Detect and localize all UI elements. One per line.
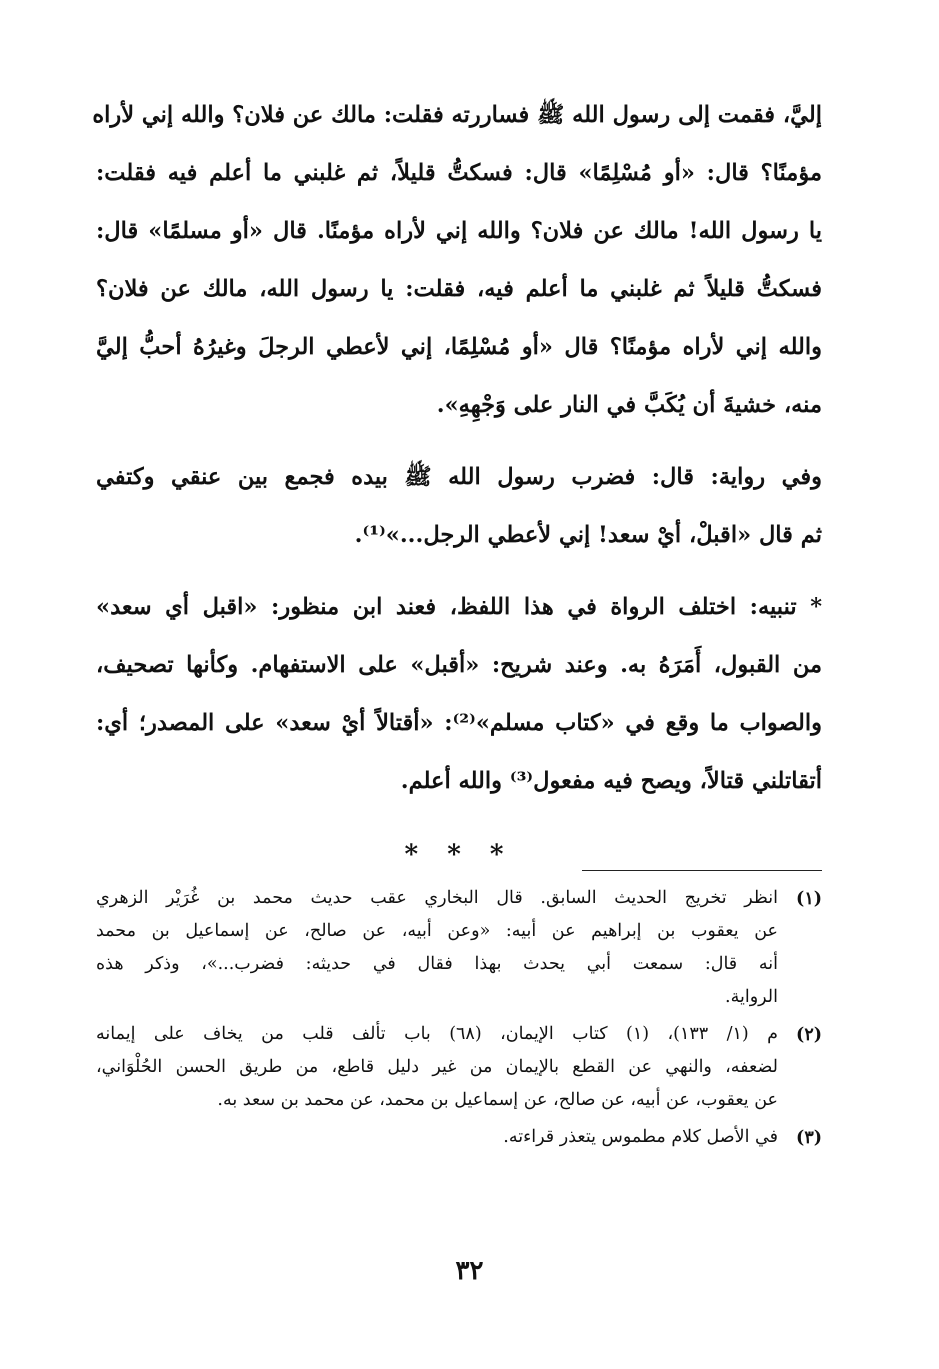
footnotes (96, 882, 822, 1159)
footnote-line: في الأصل كلام مطموس يتعذر قراءته. (503, 1127, 778, 1147)
text-line: من القبول، أَمَرَهُ به. وعند شريح: «أقبل» على الاستفهام. وكأنها تصحيف، (96, 652, 822, 678)
text-line: إليَّ، فقمت إلى رسول الله ﷺ فساررته فقلت: مالك عن فلان؟ والله إني لأراه (92, 102, 822, 128)
footnote-2 (96, 1018, 822, 1117)
main-text (92, 86, 822, 880)
note-paragraph (96, 578, 822, 810)
footnote-number: (٢) (796, 1025, 822, 1045)
footnote-number: (٣) (796, 1128, 822, 1148)
paragraph-1 (92, 86, 822, 434)
text-line: * تنبيه: اختلف الرواة في هذا اللفظ، فعند ابن منظور: «اقبل أي سعد» (96, 594, 822, 620)
footnote-line: عن يعقوب بن إبراهيم عن أبيه: «وعن أبيه، عن صالح، عن إسماعيل بن محمد (96, 921, 778, 941)
paragraph-2 (96, 448, 822, 564)
text-line: يا رسول الله! مالك عن فلان؟ والله إني لأراه مؤمنًا. قال «أو مسلمًا» قال: (96, 218, 822, 244)
section-separator: * * * (404, 840, 514, 870)
text-line: أتقاتلني قتالاً، ويصح فيه مفعول⁽³⁾ والله أعلم. (400, 768, 822, 794)
footnote-line: م (١/ ١٣٣)، (١) كتاب الإيمان، (٦٨) باب تألف قلب من يخاف على إيمانه (96, 1024, 779, 1044)
footnote-line: عن يعقوب، عن أبيه، عن صالح، عن إسماعيل بن محمد، عن محمد بن سعد به. (217, 1090, 778, 1110)
footnote-line: الرواية. (725, 987, 778, 1007)
text-line: مؤمنًا؟ قال: «أو مُسْلِمًا» قال: فسكتُّ قليلاً، ثم غلبني ما أعلم فيه فقلت: (96, 160, 822, 186)
text-line: فسكتُّ قليلاً ثم غلبني ما أعلم فيه، فقلت: يا رسول الله، مالك عن فلان؟ (96, 276, 822, 302)
footnote-3 (96, 1121, 822, 1155)
footnote-line: انظر تخريج الحديث السابق. قال البخاري عقب حديث محمد بن غُرَيْر الزهري (96, 888, 778, 908)
text-line: وفي رواية: قال: فضرب رسول الله ﷺ بيده فجمع بين عنقي وكتفي (96, 464, 822, 490)
page-number: ٣٢ (455, 1256, 484, 1286)
footnote-1 (96, 882, 822, 1014)
text-line: ثم قال «اقبلْ، أيْ سعد! إني لأعطي الرجل...»⁽¹⁾. (354, 522, 822, 548)
footnote-line: أنه قال: سمعت أبي يحدث بهذا فقال في حديثه: فضرب...»، وذكر هذه (96, 954, 778, 974)
footnote-divider (582, 870, 822, 871)
footnote-line: لضعفه، والنهي عن القطع بالإيمان من غير دليل قاطع، من طريق الحسن الحُلْوَاني، (96, 1057, 778, 1077)
footnote-number: (١) (796, 889, 822, 909)
text-line: والله إني لأراه مؤمنًا؟ قال «أو مُسْلِمًا، إني لأعطي الرجلَ وغيرُهُ أحبُّ إليَّ (96, 334, 822, 360)
text-line: والصواب ما وقع في «كتاب مسلم»⁽²⁾: «أقتالاً أيْ سعد» على المصدر؛ أي: (96, 710, 822, 736)
text-line: منه، خشيةَ أن يُكَبَّ في النار على وَجْهِهِ». (436, 392, 822, 418)
